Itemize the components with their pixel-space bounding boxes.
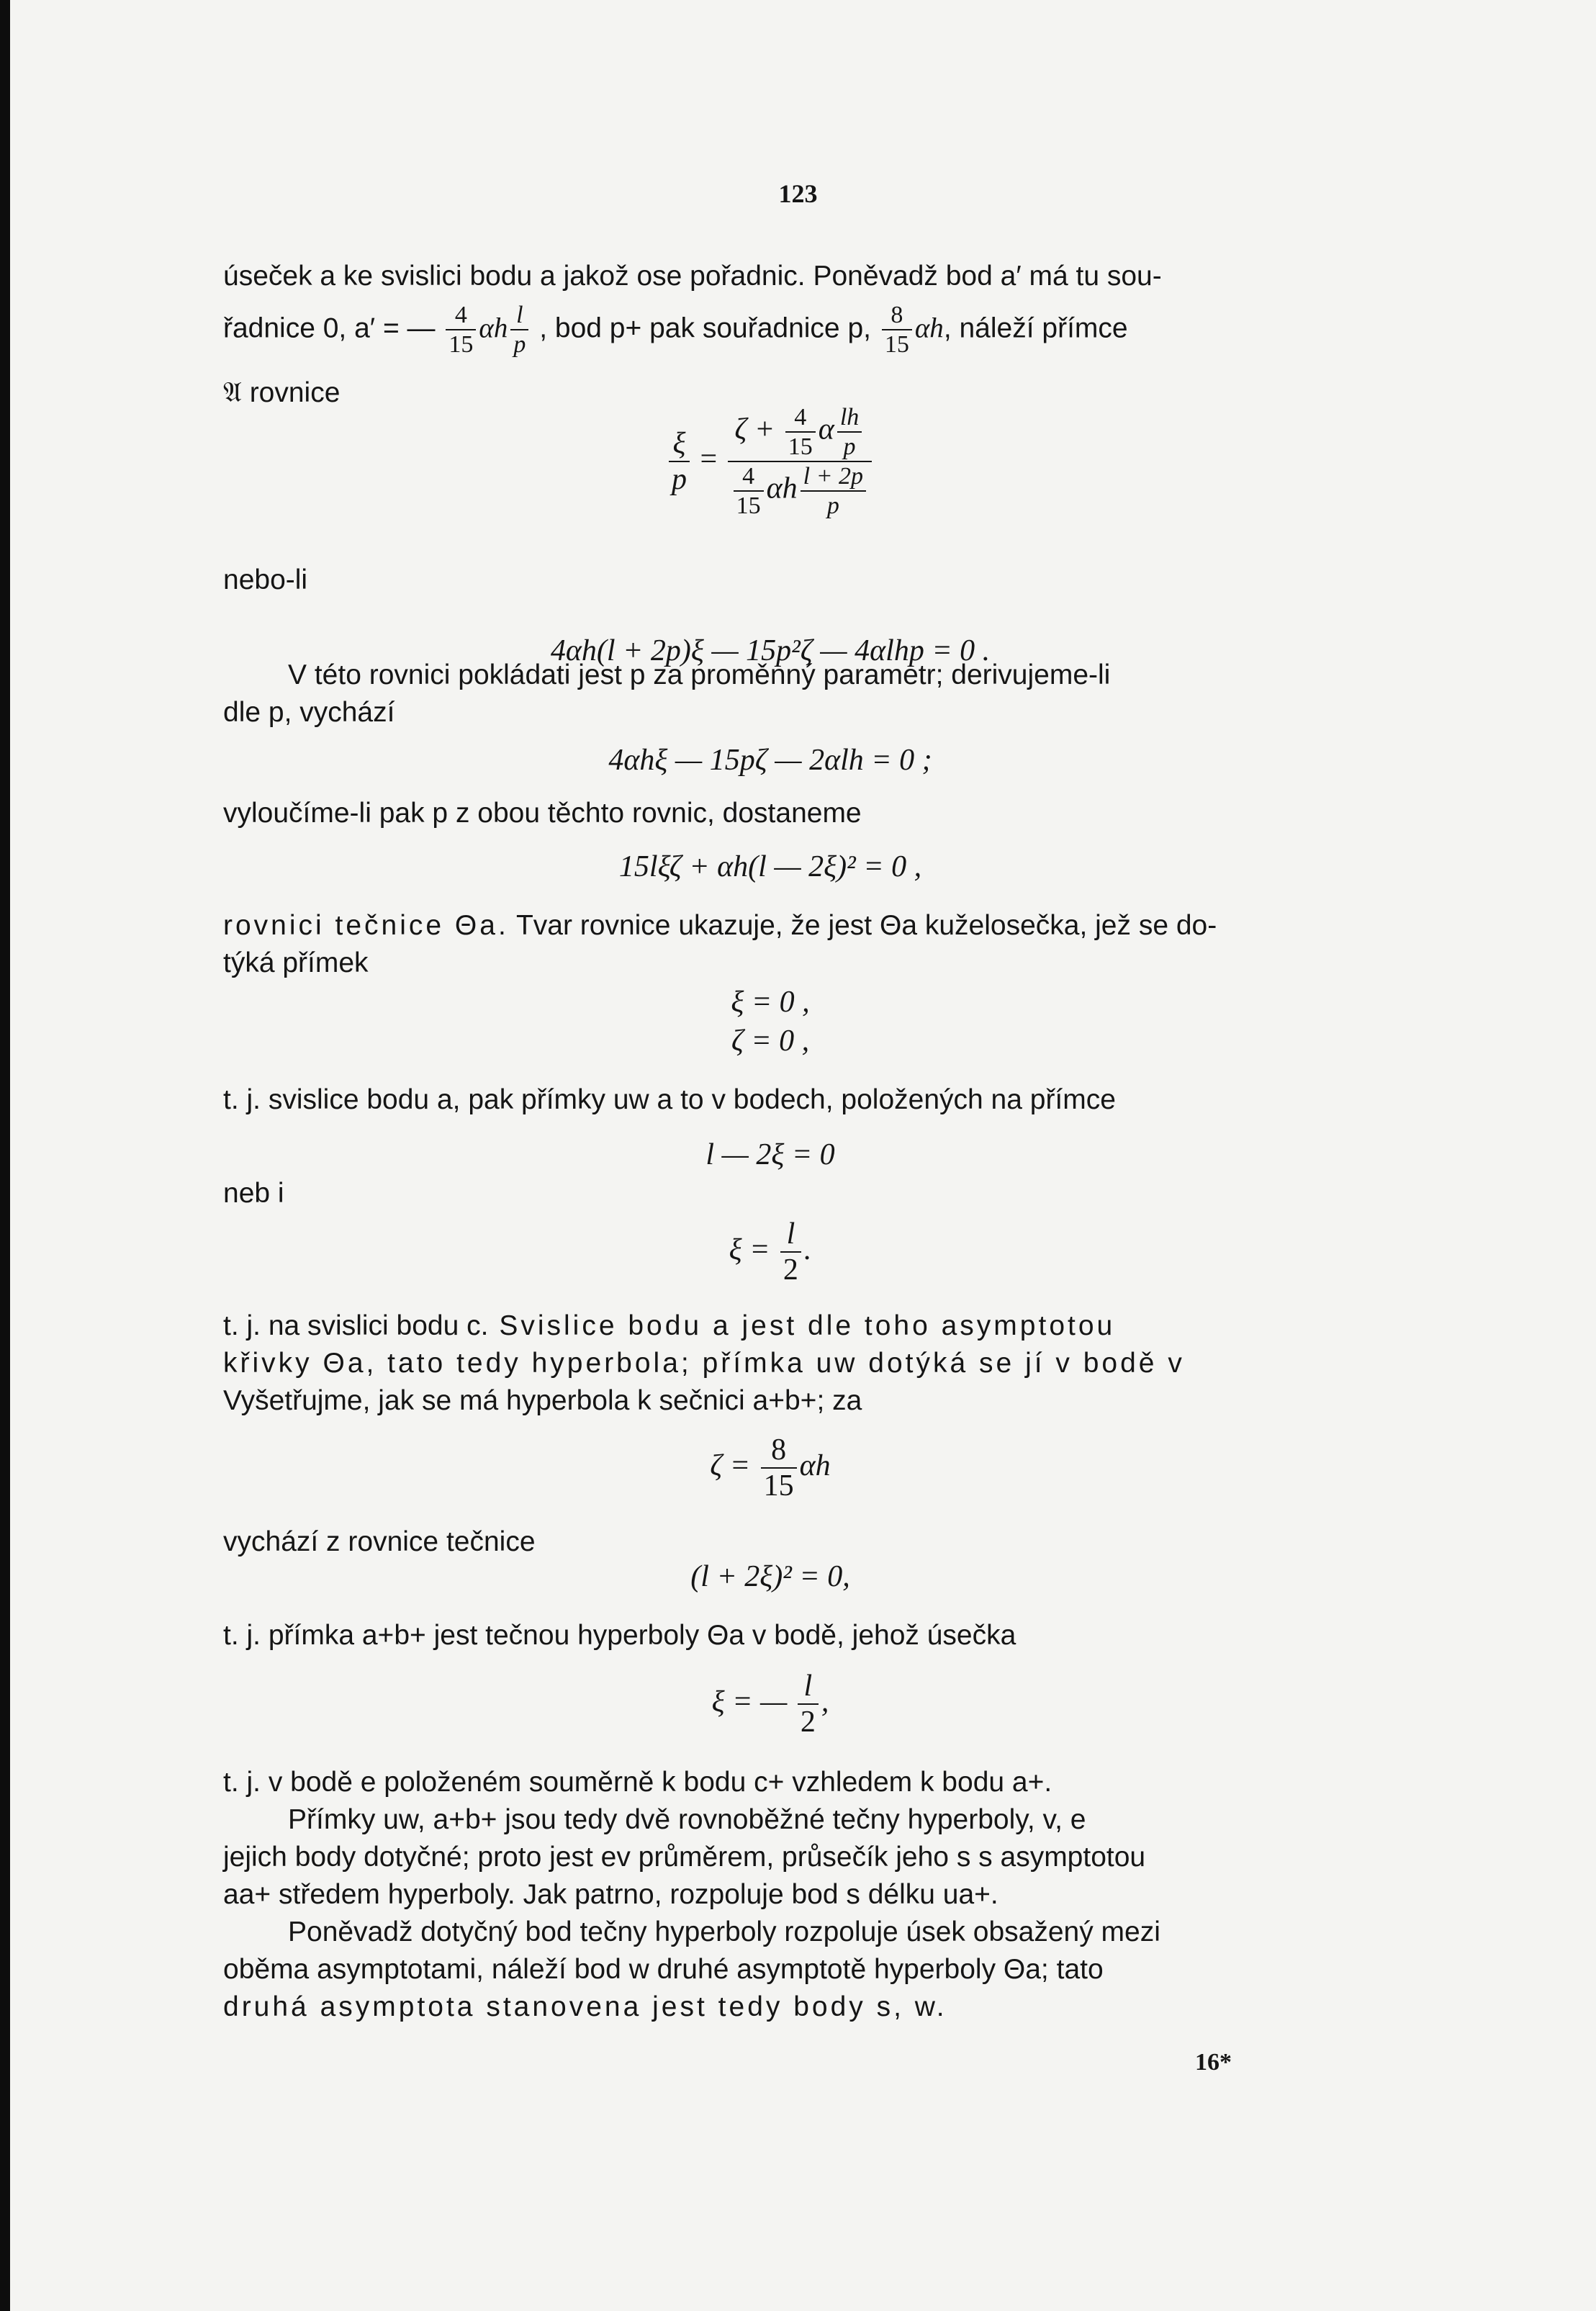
equation-8: ζ = $\frac{8}{15}$ αh: [710, 1433, 831, 1503]
text-line: rovnici tečnice Θa. Tvar rovnice ukazuje, že jest Θa kuželosečka, jež se do-: [223, 910, 1217, 941]
paragraph-6: vyloučíme-li pak p z obou těchto rovnic, dostaneme: [223, 798, 862, 829]
paragraph-10: [223, 1307, 1317, 1420]
signature-mark: 16*: [1195, 2049, 1232, 2076]
text-line: Vyšetřujme, jak se má hyperbola k sečnici a+b+; za: [223, 1385, 862, 1416]
fraction-xi-p: $\frac{\xi}{p}$: [669, 426, 690, 497]
fraction-4-15: $\frac{4}{15}$: [446, 301, 476, 359]
text-line: Přímky uw, a+b+ jsou tedy dvě rovnoběžné tečny hyperboly, v, e: [288, 1804, 1086, 1835]
equation-5a: ξ = 0 ,: [731, 986, 810, 1019]
text-line: Poněvadž dotyčný bod tečny hyperboly rozpoluje úsek obsažený mezi: [288, 1916, 1160, 1947]
text-line: aa+ středem hyperboly. Jak patrno, rozpoluje bod s délku ua+.: [223, 1879, 998, 1910]
text-line: 𝔄 rovnice: [223, 377, 341, 408]
text-line: dle p, vychází: [223, 697, 395, 728]
ah-symbol: αh: [479, 312, 508, 344]
equation-7: ξ = $\frac{l}{2}$ .: [729, 1217, 812, 1287]
text-line: týká přímek: [223, 947, 369, 978]
equation-9: (l + 2ξ)² = 0,: [690, 1560, 850, 1593]
equals-sign: =: [700, 442, 718, 476]
text-fragment: , bod p+ pak souřadnice p,: [539, 312, 871, 344]
equation-6: l — 2ξ = 0: [705, 1138, 835, 1171]
text-line: oběma asymptotami, náleží bod w druhé asymptotě hyperboly Θa; tato: [223, 1954, 1104, 1985]
paragraph-1: [223, 258, 1317, 295]
paragraph-line-2: [223, 301, 1317, 359]
paragraph-4: [223, 657, 1317, 731]
text-line: úseček a ke svislici bodu a jakož ose pořadnic. Poněvadž bod a′ má tu sou-: [223, 261, 1162, 292]
text-line: t. j. na svislici bodu c. Svislice bodu a jest dle toho asymptotou: [223, 1310, 1116, 1341]
nebo-li: nebo-li: [223, 564, 308, 595]
paragraph-13: vychází z rovnice tečnice: [223, 1526, 536, 1557]
text-fragment: řadnice 0, a′ = —: [223, 312, 436, 344]
equation-5b: ζ = 0 ,: [731, 1024, 810, 1058]
scan-edge: [0, 0, 10, 2311]
text-line: V této rovnici pokládati jest p za proměnný parametr; derivujeme-li: [288, 659, 1111, 690]
neb-i: neb i: [223, 1178, 284, 1209]
paragraph-9: t. j. svislice bodu a, pak přímky uw a to v bodech, položených na přímce: [223, 1084, 1116, 1115]
text-line: druhá asymptota stanovena jest tedy body s, w.: [223, 1991, 947, 2022]
equation-10: ξ = — $\frac{l}{2}$ ,: [711, 1670, 829, 1739]
equation-2: 4αh(l + 2p)ξ — 15p²ζ — 4αlhp = 0 .: [550, 634, 991, 667]
equation-3: 4αhξ — 15pζ — 2αlh = 0 ;: [608, 744, 932, 777]
text-line: křivky Θa, tato tedy hyperbola; přímka uw dotýká se jí v bodě v: [223, 1348, 1185, 1379]
equation-1: [223, 403, 1317, 520]
paragraph-15: [223, 1764, 1317, 2026]
fraction-8-15: $\frac{8}{15}$: [882, 301, 912, 359]
text-line: t. j. v bodě e položeném souměrně k bodu c+ vzhledem k bodu a+.: [223, 1767, 1052, 1798]
text-fragment: , náleží přímce: [943, 312, 1128, 344]
paragraph-14: t. j. přímka a+b+ jest tečnou hyperboly Θa v bodě, jehož úsečka: [223, 1620, 1016, 1651]
text-line: jejich body dotyčné; proto jest ev průměrem, průsečík jeho s s asymptotou: [223, 1842, 1146, 1873]
main-fraction: ζ + $\frac{4}{15}$ α $\frac{lh}{p}$ $\frac{4}{15}$ αh $\frac{l + 2p}{p}$: [728, 403, 872, 520]
paragraph-7: [223, 907, 1317, 982]
ah-symbol: αh: [914, 312, 944, 344]
equation-4: 15lξζ + αh(l — 2ξ)² = 0 ,: [618, 850, 922, 883]
page-number: 123: [778, 179, 818, 208]
fraction-l-p: $\frac{l}{p}$: [510, 301, 528, 359]
